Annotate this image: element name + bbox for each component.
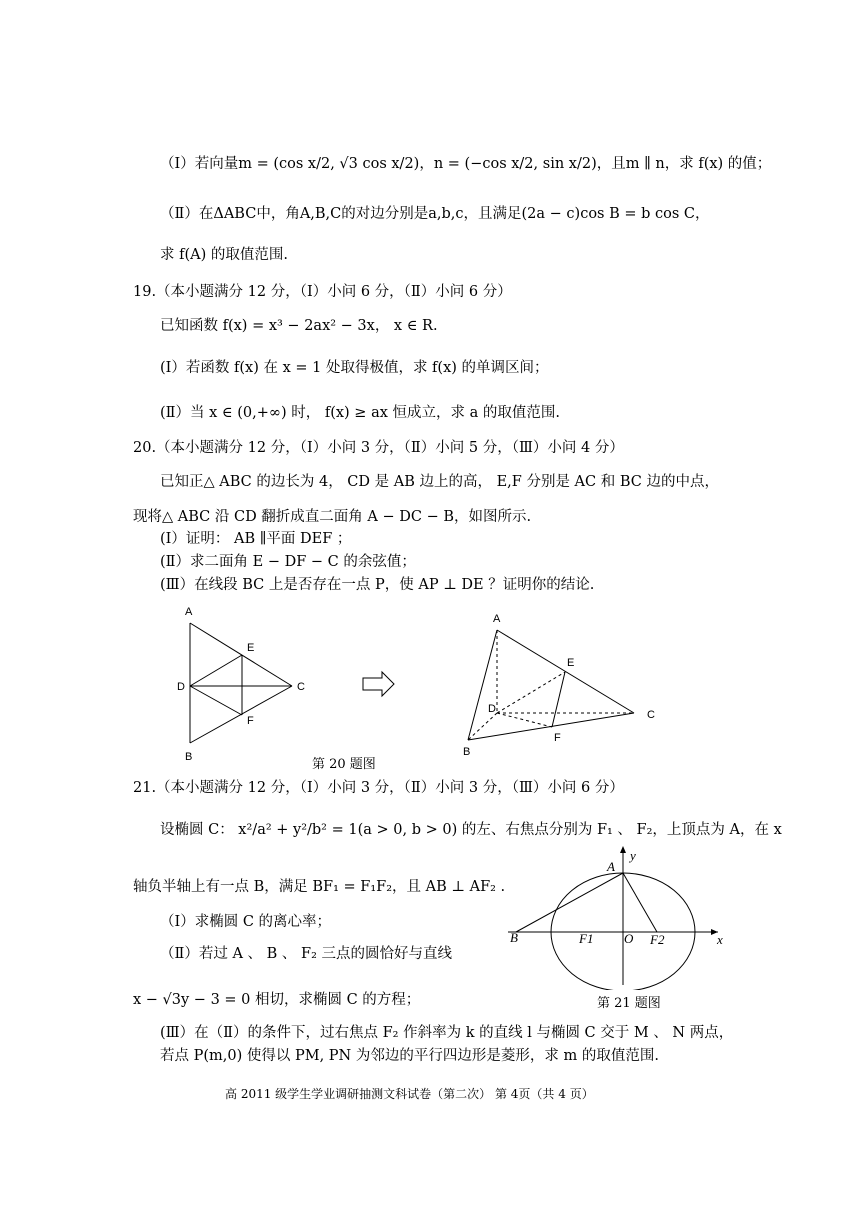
q20-label-E2: E [567,657,575,669]
q20-label-F2: F [554,732,561,744]
q21-header: 21.（本小题满分 12 分，（Ⅰ）小问 3 分，（Ⅱ）小问 3 分，（Ⅲ）小问 6 分） [133,780,624,796]
q20-part1: (Ⅰ）证明： AB ∥平面 DEF ； [160,531,352,547]
q20-caption: 第 20 题图 [312,757,376,772]
q18-part2: （Ⅱ）在ΔABC中，角A,B,C的对边分别是a,b,c，且满足(2a − c)cos B = b cos C， [160,206,710,222]
q21-part2-cont: x − √3y − 3 = 0 相切，求椭圆 C 的方程； [133,992,421,1008]
q21-stem-line1: 设椭圆 C： x²/a² + y²/b² = 1(a > 0, b > 0) 的左、右焦点分别为 F₁ 、 F₂，上顶点为 A，在 x [160,822,782,838]
q20-label-C2: C [647,709,655,721]
q20-stem-line1: 已知正△ ABC 的边长为 4， CD 是 AB 边上的高， E,F 分别是 AC 和 BC 边的中点， [160,474,719,490]
q20-label-C1: C [297,681,305,693]
q21-part2: （Ⅱ）若过 A 、 B 、 F₂ 三点的圆恰好与直线 [160,946,453,962]
q21-segment-AF2 [623,873,657,932]
q18-part1: （Ⅰ）若向量m = (cos x/2, √3 cos x/2)，n = (−cos x/2, sin x/2)，且m ∥ n，求 f(x) 的值； [160,156,772,172]
q20-label-D1: D [177,681,185,693]
q19-header: 19.（本小题满分 12 分，（Ⅰ）小问 6 分，（Ⅱ）小问 6 分） [133,284,512,300]
q19-stem: 已知函数 f(x) = x³ − 2ax² − 3x， x ∈ R. [160,318,438,334]
q19-part1: (Ⅰ）若函数 f(x) 在 x = 1 处取得极值，求 f(x) 的单调区间； [160,360,549,376]
q20-header: 20.（本小题满分 12 分，（Ⅰ）小问 3 分，（Ⅱ）小问 5 分，（Ⅲ）小问 4 分） [133,440,624,456]
q21-part1: （Ⅰ）求椭圆 C 的离心率； [160,914,332,930]
q21-label-F1: F1 [579,931,594,946]
q20-label-A1: A [185,606,193,618]
q21-label-O: O [624,931,634,946]
q21-label-F2: F2 [650,932,665,947]
q18-part2-cont: 求 f(A) 的取值范围. [160,247,288,263]
q20-label-D2: D [488,703,496,715]
q19-part2: (Ⅱ）当 x ∈ (0,+∞) 时， f(x) ≥ ax 恒成立，求 a 的取值范围. [160,405,560,421]
q21-figure [500,840,740,990]
q20-label-F1: F [247,715,254,727]
q21-part3-line2: 若点 P(m,0) 使得以 PM, PN 为邻边的平行四边形是菱形，求 m 的取值范围. [160,1048,659,1064]
q20-part3: (Ⅲ）在线段 BC 上是否存在一点 P，使 AP ⊥ DE ？证明你的结论. [160,577,595,593]
y-axis-arrow-icon [620,846,626,853]
q21-part3-line1: (Ⅲ）在（Ⅱ）的条件下，过右焦点 F₂ 作斜率为 k 的直线 l 与椭圆 C 交于 M 、 N 两点， [160,1025,734,1041]
q21-caption: 第 21 题图 [597,996,661,1011]
q20-label-A2: A [493,613,501,625]
q20-label-B1: B [185,751,193,763]
q21-stem-line2: 轴负半轴上有一点 B，满足 BF₁ = F₁F₂，且 AB ⊥ AF₂ . [133,879,506,895]
q21-label-y: y [630,848,636,863]
q20-stem-line2: 现将△ ABC 沿 CD 翻折成直二面角 A − DC − B，如图所示. [133,509,532,525]
page-footer: 高 2011 级学生学业调研抽测文科试卷（第二次） 第 4页（共 4 页） [225,1087,594,1101]
q20-flat-triangle [190,623,292,743]
q20-label-E1: E [247,642,255,654]
q20-part2: (Ⅱ）求二面角 E − DF − C 的余弦值； [160,554,416,570]
q20-figure [170,600,670,770]
q21-label-A: A [607,859,615,874]
q21-label-x: x [717,932,723,947]
q20-folded-tetrahedron [468,630,634,740]
q21-segment-AB [516,873,623,932]
q20-label-B2: B [463,746,471,758]
q21-label-B: B [510,930,518,945]
right-arrow-icon [363,672,394,696]
